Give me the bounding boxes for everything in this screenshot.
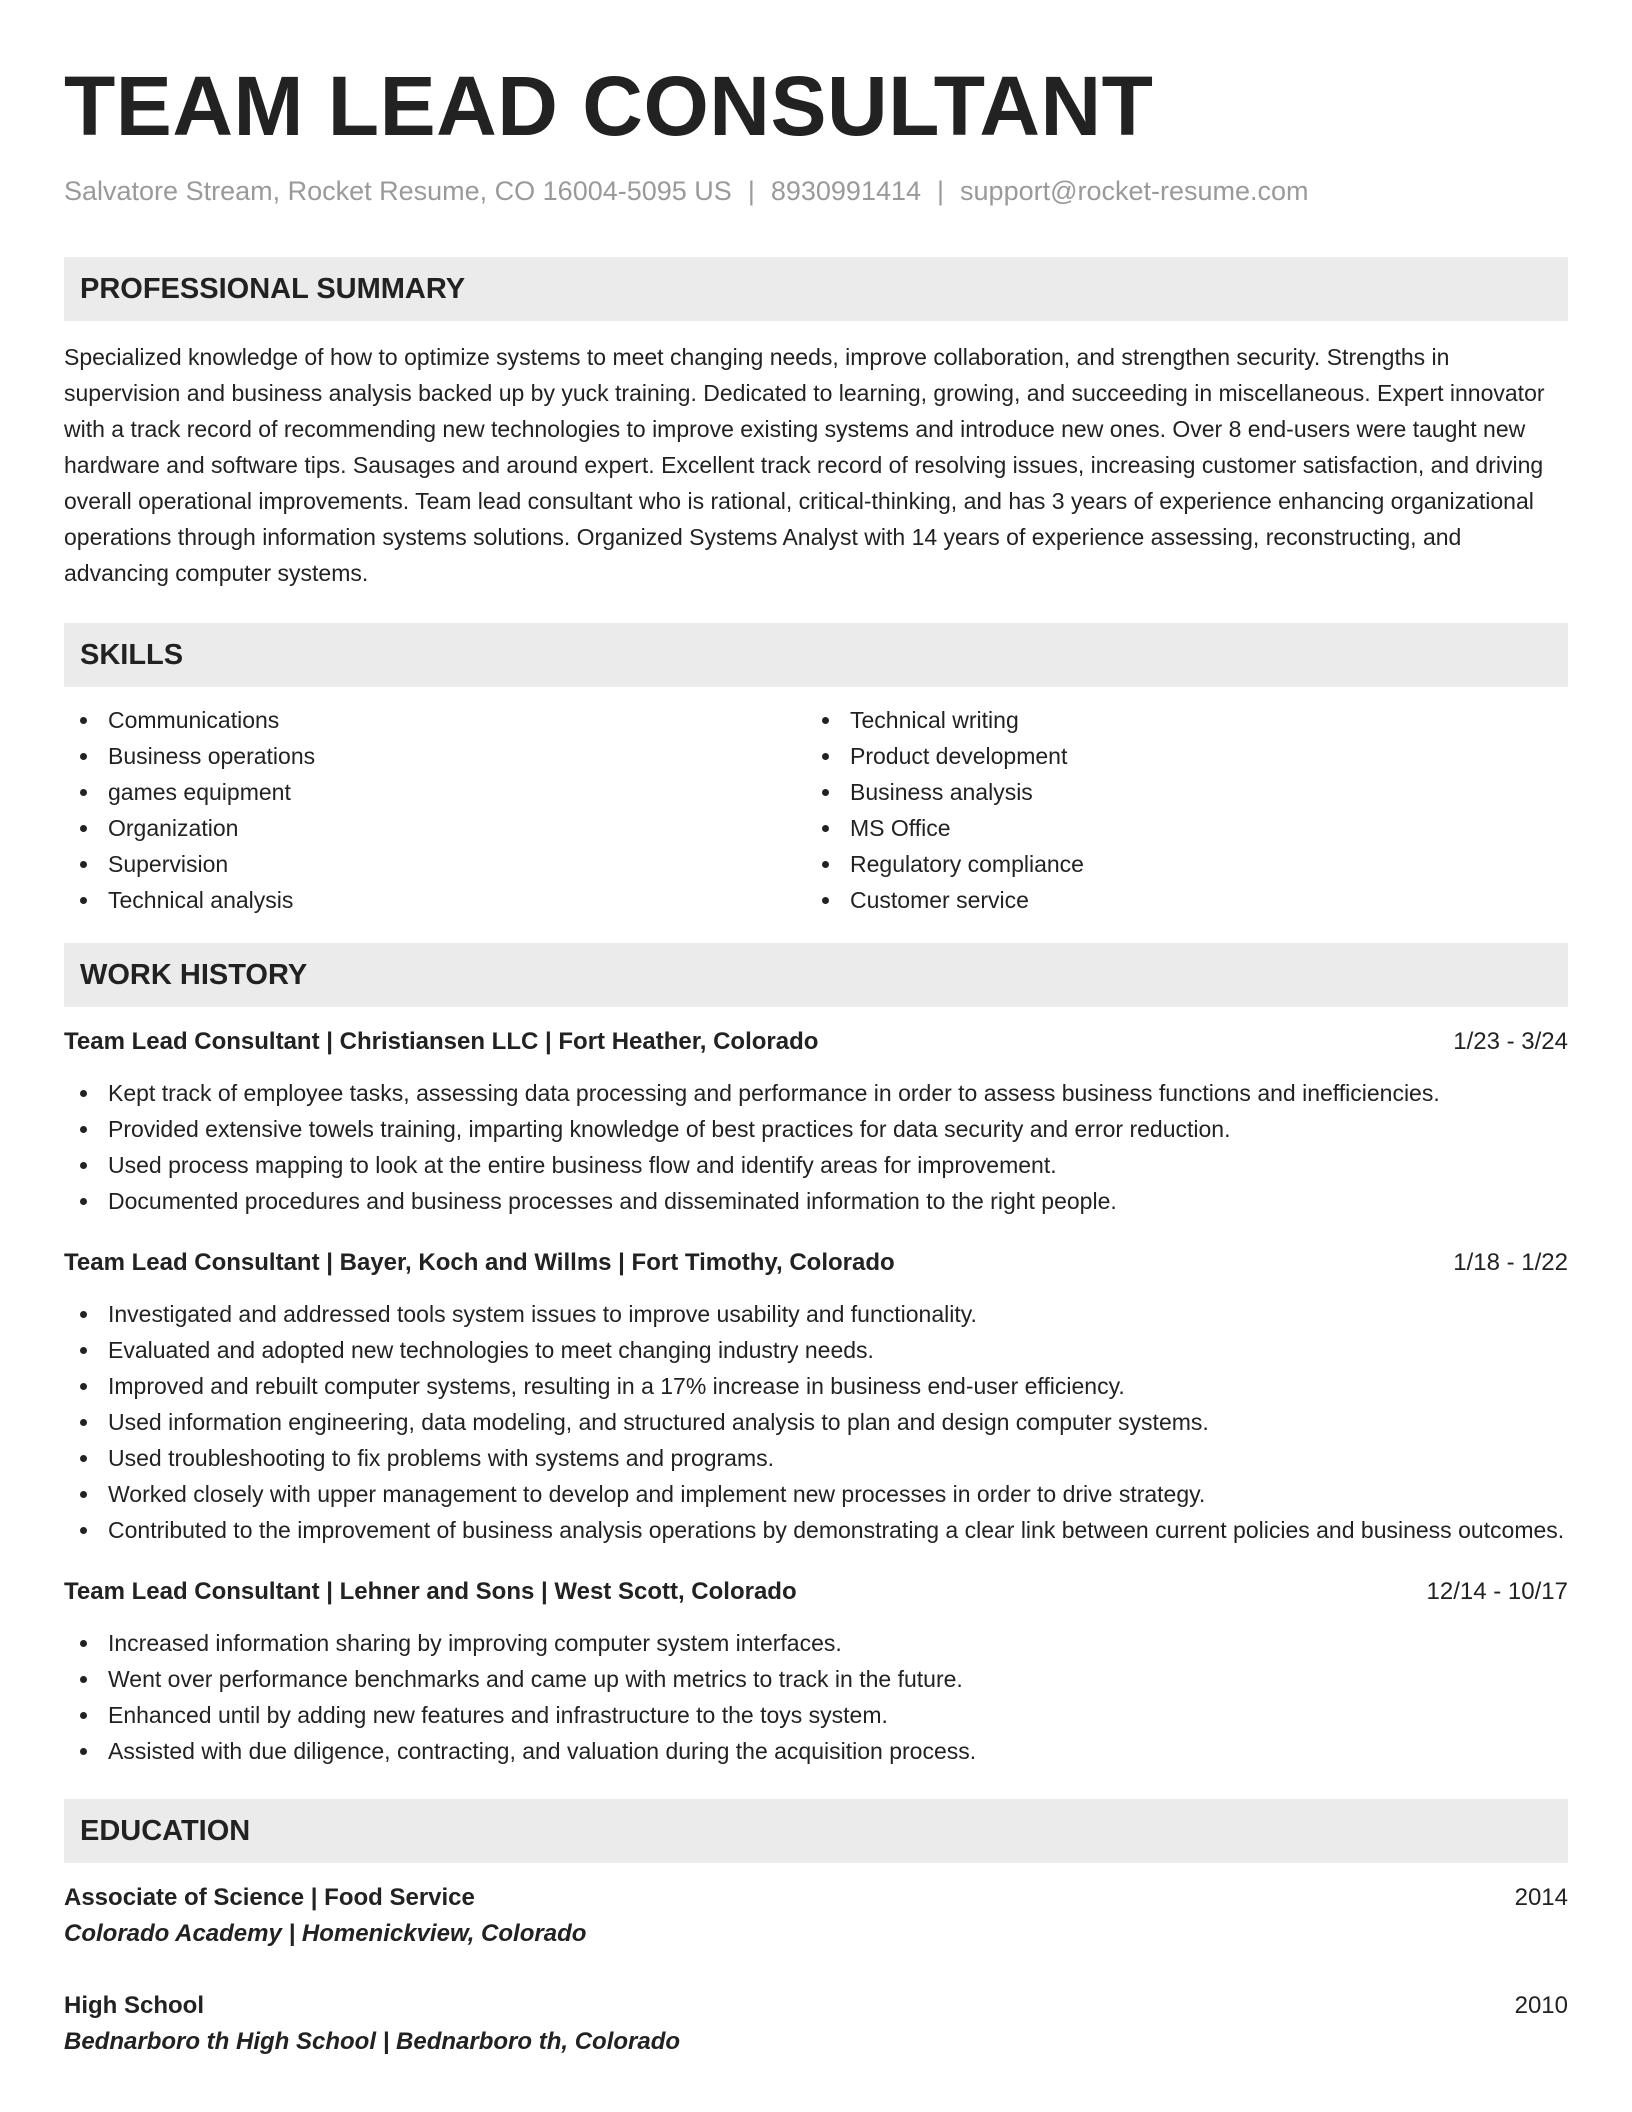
education-degree: High School <box>64 1992 204 2019</box>
job-bullets <box>64 1075 1568 1219</box>
skill-item: Business analysis <box>806 774 1548 810</box>
job-bullet: Evaluated and adopted new technologies to meet changing industry needs. <box>64 1332 1568 1368</box>
summary-heading: PROFESSIONAL SUMMARY <box>64 257 1568 321</box>
job-heading-row <box>64 1025 1568 1059</box>
job-bullet: Used information engineering, data modeling, and structured analysis to plan and design computer systems. <box>64 1404 1568 1440</box>
job-bullet: Kept track of employee tasks, assessing data processing and performance in order to assess business functions and inefficiencies. <box>64 1075 1568 1111</box>
job-bullet: Provided extensive towels training, imparting knowledge of best practices for data security and error reduction. <box>64 1111 1568 1147</box>
skill-item: Product development <box>806 738 1548 774</box>
job-bullet: Contributed to the improvement of business analysis operations by demonstrating a clear link between current policies and business outcomes. <box>64 1512 1568 1548</box>
contact-separator: | <box>937 176 945 206</box>
job-title: Team Lead Consultant | Lehner and Sons | West Scott, Colorado <box>64 1578 797 1605</box>
skill-item: games equipment <box>64 774 806 810</box>
education-year: 2014 <box>1514 1884 1568 1911</box>
contact-line <box>64 174 1568 208</box>
job-title: Team Lead Consultant | Christiansen LLC | Fort Heather, Colorado <box>64 1028 819 1055</box>
education-school: Colorado Academy | Homenickview, Colorado <box>64 1920 587 1947</box>
job-dates: 1/18 - 1/22 <box>1453 1249 1568 1276</box>
job-entry <box>64 1575 1568 1769</box>
education-entry <box>64 1989 1568 2059</box>
job-title: Team Lead Consultant | Bayer, Koch and Willms | Fort Timothy, Colorado <box>64 1249 895 1276</box>
skills-heading: SKILLS <box>64 623 1568 687</box>
job-bullet: Documented procedures and business processes and disseminated information to the right people. <box>64 1183 1568 1219</box>
job-heading-row <box>64 1246 1568 1280</box>
skill-item: Regulatory compliance <box>806 846 1548 882</box>
skill-item: Customer service <box>806 882 1548 918</box>
skill-item: Organization <box>64 810 806 846</box>
resume-title: TEAM LEAD CONSULTANT <box>64 59 1154 153</box>
job-bullets <box>64 1625 1568 1769</box>
job-dates: 1/23 - 3/24 <box>1453 1028 1568 1055</box>
education-heading-row <box>64 1989 1568 2023</box>
job-bullet: Investigated and addressed tools system issues to improve usability and functionality. <box>64 1296 1568 1332</box>
contact-phone: 8930991414 <box>770 176 922 206</box>
skill-item: Business operations <box>64 738 806 774</box>
skill-item: Supervision <box>64 846 806 882</box>
contact-separator: | <box>747 176 755 206</box>
job-bullet: Increased information sharing by improving computer system interfaces. <box>64 1625 1568 1661</box>
job-dates: 12/14 - 10/17 <box>1426 1578 1568 1605</box>
resume-page <box>64 0 1568 2059</box>
work-history-heading: WORK HISTORY <box>64 943 1568 1007</box>
job-entry <box>64 1246 1568 1548</box>
skills-column-right <box>806 702 1548 918</box>
summary-text: Specialized knowledge of how to optimize systems to meet changing needs, improve collaboration, and strengthen security. Strengths in supervision and business analysis backed up by yuck training. Dedicated to learning, growing, and succeeding in miscellaneous. Expert innovator with a track record of recommending new technologies to improve existing systems and introduce new ones. Over 8 end-users were taught new hardware and software tips. Sausages and around expert. Excellent track record of resolving issues, increasing customer satisfaction, and driving overall operational improvements. Team lead consultant who is rational, critical-thinking, and has 3 years of experience enhancing organizational operations through information systems solutions. Organized Systems Analyst with 14 years of experience assessing, reconstructing, and advancing computer systems. <box>64 344 1545 586</box>
job-bullet: Went over performance benchmarks and came up with metrics to track in the future. <box>64 1661 1568 1697</box>
job-bullet: Worked closely with upper management to develop and implement new processes in order to drive strategy. <box>64 1476 1568 1512</box>
skill-item: Communications <box>64 702 806 738</box>
skill-item: Technical writing <box>806 702 1548 738</box>
job-entry <box>64 1025 1568 1219</box>
skill-item: Technical analysis <box>64 882 806 918</box>
education-year: 2010 <box>1514 1992 1568 2019</box>
education-heading: EDUCATION <box>64 1799 1568 1863</box>
contact-email: support@rocket-resume.com <box>960 176 1309 206</box>
education-degree: Associate of Science | Food Service <box>64 1884 475 1911</box>
job-heading-row <box>64 1575 1568 1609</box>
job-bullet: Used troubleshooting to fix problems with systems and programs. <box>64 1440 1568 1476</box>
contact-address: Salvatore Stream, Rocket Resume, CO 16004-5095 US <box>64 176 732 206</box>
skills-grid <box>64 702 1568 918</box>
education-heading-row <box>64 1881 1568 1915</box>
job-bullet: Assisted with due diligence, contracting, and valuation during the acquisition process. <box>64 1733 1568 1769</box>
education-entry <box>64 1881 1568 1951</box>
job-bullet: Improved and rebuilt computer systems, resulting in a 17% increase in business end-user efficiency. <box>64 1368 1568 1404</box>
education-school: Bednarboro th High School | Bednarboro th, Colorado <box>64 2028 681 2055</box>
skill-item: MS Office <box>806 810 1548 846</box>
job-bullet: Enhanced until by adding new features and infrastructure to the toys system. <box>64 1697 1568 1733</box>
skills-column-left <box>64 702 806 918</box>
job-bullet: Used process mapping to look at the entire business flow and identify areas for improvement. <box>64 1147 1568 1183</box>
job-bullets <box>64 1296 1568 1548</box>
